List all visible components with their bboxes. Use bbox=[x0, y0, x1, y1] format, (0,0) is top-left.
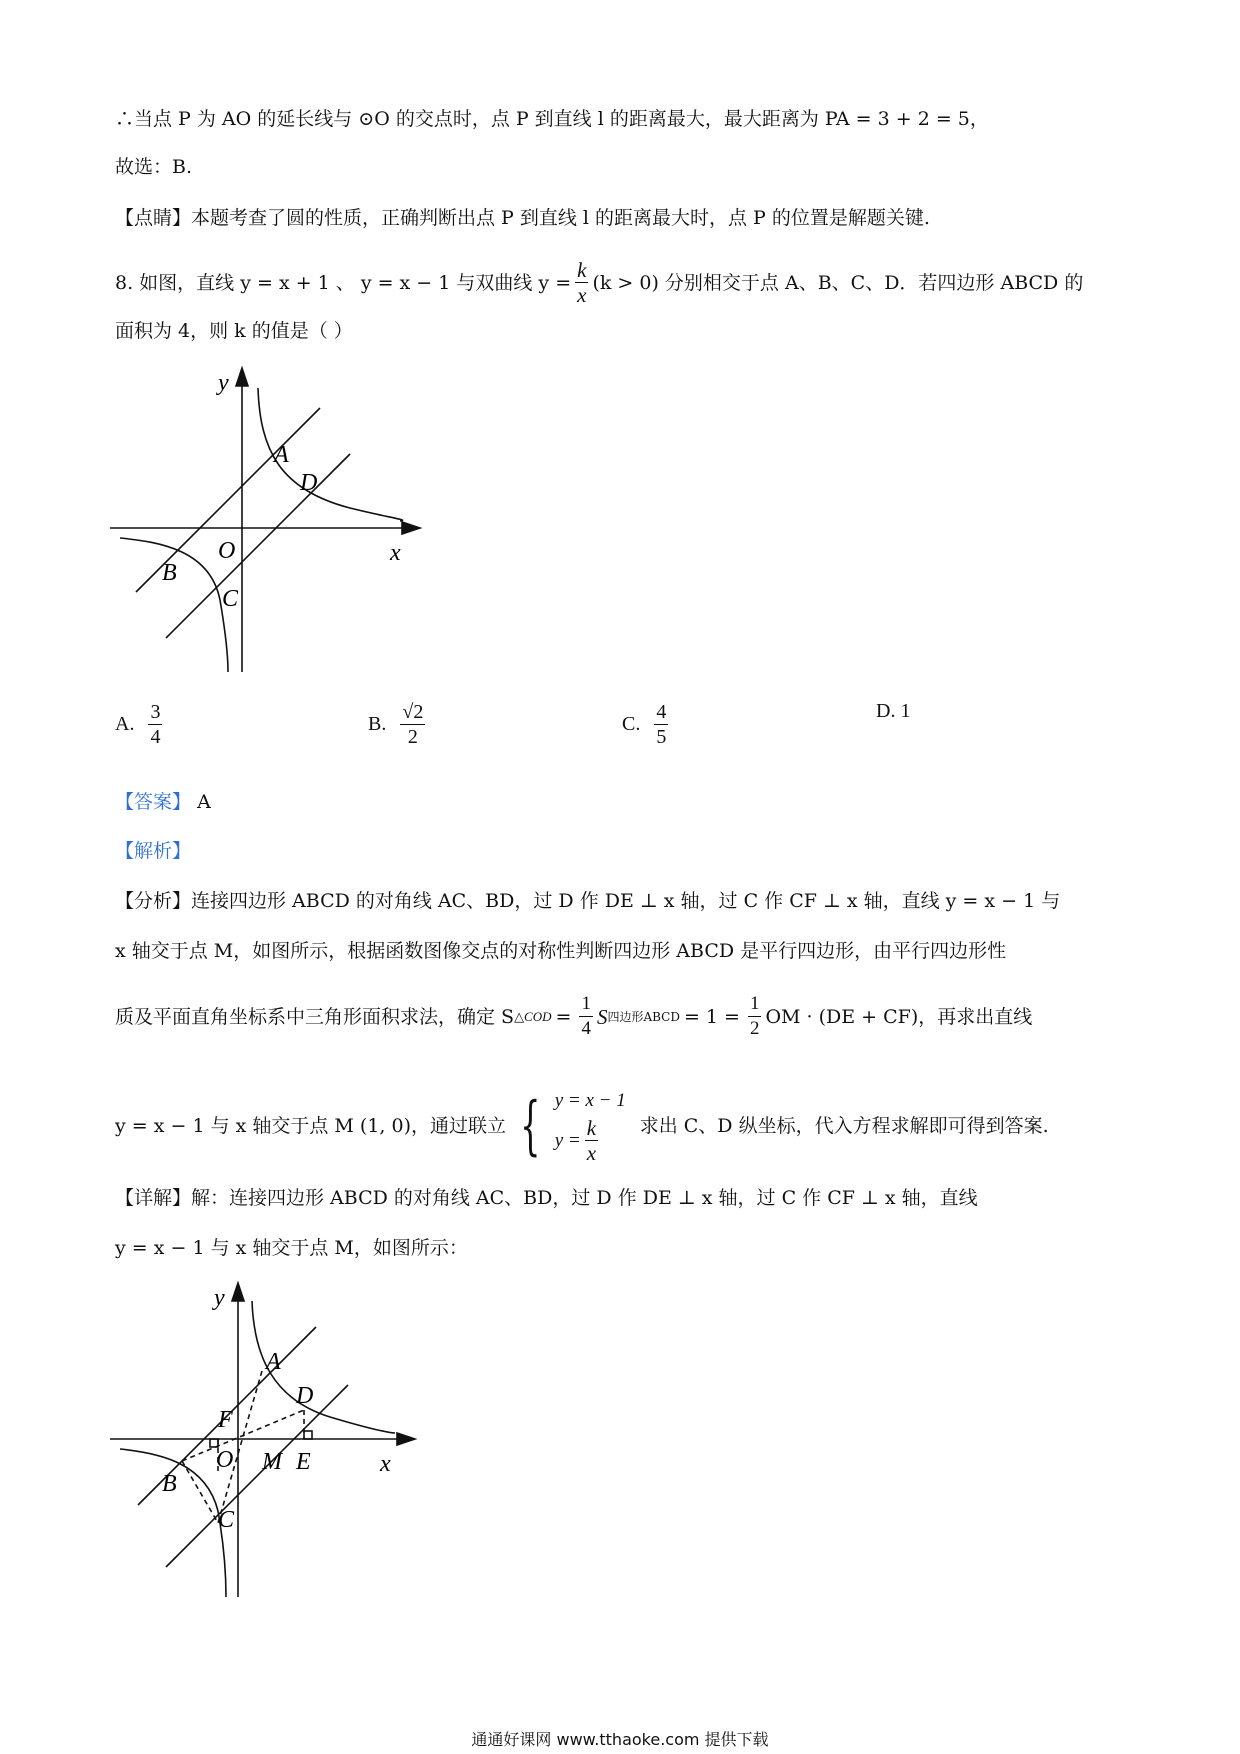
fig2-right-angle-e bbox=[304, 1431, 312, 1439]
fig2-label-f: F bbox=[218, 1407, 233, 1433]
fenxi-line-1: 【分析】连接四边形 ABCD 的对角线 AC、BD，过 D 作 DE ⊥ x 轴，过 C 作 CF ⊥ x 轴，直线 y = x − 1 与 bbox=[115, 890, 1061, 912]
figure-1-hyperbola-diagram bbox=[110, 360, 430, 680]
option-a[interactable] bbox=[115, 700, 166, 749]
system-brace: { bbox=[520, 1088, 541, 1163]
fig2-line-y-eq-x-minus-1 bbox=[166, 1385, 348, 1567]
fenxi-subscript-cod: △COD bbox=[514, 1008, 552, 1024]
fenxi-fraction-quarter bbox=[579, 992, 593, 1041]
fig2-label-e: E bbox=[296, 1449, 311, 1475]
system-eq-2 bbox=[555, 1116, 626, 1165]
system-eq-2-fraction bbox=[585, 1116, 598, 1165]
fig2-label-y: y bbox=[214, 1285, 225, 1311]
fraction-numerator: k bbox=[577, 258, 587, 282]
option-b-fraction bbox=[400, 700, 425, 749]
option-d-label: D. 1 bbox=[876, 700, 911, 722]
fenxi-line-2: x 轴交于点 M，如图所示，根据函数图像交点的对称性判断四边形 ABCD 是平行四边形，由平行四边形性 bbox=[115, 940, 1007, 962]
option-b-denominator: 2 bbox=[407, 726, 418, 748]
quarter-numerator: 1 bbox=[579, 992, 593, 1017]
fig2-label-d: D bbox=[296, 1383, 314, 1409]
option-b-numerator: √2 bbox=[402, 701, 424, 723]
fenxi-equals-1: = bbox=[555, 1005, 572, 1028]
quarter-denominator: 4 bbox=[581, 1018, 591, 1039]
fig1-label-x: x bbox=[390, 540, 401, 566]
fig1-label-c: C bbox=[222, 586, 239, 612]
fig2-label-m: M bbox=[262, 1449, 282, 1475]
hyperbola-branch-3 bbox=[120, 538, 228, 672]
y-axis-arrow-icon bbox=[236, 368, 248, 386]
fig1-label-a: A bbox=[274, 442, 289, 468]
half-numerator: 1 bbox=[748, 992, 762, 1017]
option-a-denominator: 4 bbox=[150, 726, 161, 748]
fenxi-line-4-text-a: y = x − 1 与 x 轴交于点 M (1, 0)，通过联立 bbox=[115, 1114, 506, 1137]
detail-line-1: 【详解】解：连接四边形 ABCD 的对角线 AC、BD，过 D 作 DE ⊥ x 轴，过 C 作 CF ⊥ x 轴，直线 bbox=[115, 1187, 978, 1209]
option-a-fraction bbox=[148, 700, 162, 749]
fenxi-s-symbol: S bbox=[596, 1004, 608, 1029]
system-eq-2-left: y = bbox=[554, 1129, 581, 1151]
footer-source: 通通好课网 www.tthaoke.com 提供下载 bbox=[471, 1730, 769, 1749]
fig1-label-b: B bbox=[162, 560, 177, 586]
option-c-numerator: 4 bbox=[656, 701, 667, 723]
answer-value: A bbox=[197, 791, 211, 813]
fenxi-equals-2: = 1 = bbox=[683, 1005, 740, 1028]
option-b[interactable] bbox=[368, 700, 429, 749]
text-line-3: 【点睛】本题考查了圆的性质，正确判断出点 P 到直线 l 的距离最大时，点 P 的位置是解题关键. bbox=[115, 207, 930, 229]
option-b-label: B. bbox=[368, 713, 387, 735]
fig2-diagonal-bd bbox=[182, 1410, 304, 1461]
question-8-text-b: (k > 0) 分别相交于点 A、B、C、D．若四边形 ABCD 的 bbox=[592, 271, 1084, 294]
figure-2-solution-diagram bbox=[110, 1275, 430, 1605]
fenxi-subscript-abcd: 四边形ABCD bbox=[607, 1009, 680, 1024]
option-c-label: C. bbox=[622, 713, 641, 735]
system-frac-numerator: k bbox=[586, 1116, 597, 1140]
fenxi-line-3 bbox=[115, 992, 1032, 1041]
fenxi-line-3-text-e: OM · (DE + CF)，再求出直线 bbox=[765, 1005, 1033, 1028]
fraction-denominator: x bbox=[577, 283, 587, 307]
fenxi-line-4-text-b: 求出 C、D 纵坐标，代入方程求解即可得到答案. bbox=[639, 1114, 1049, 1137]
fig2-segment-bc bbox=[182, 1461, 218, 1523]
fig2-label-b: B bbox=[162, 1471, 177, 1497]
fig2-label-c: C bbox=[218, 1507, 235, 1533]
fig2-x-axis-arrow-icon bbox=[397, 1433, 415, 1445]
answer-line bbox=[115, 787, 211, 817]
question-8-text-a: 8. 如图，直线 y = x + 1 、 y = x − 1 与双曲线 y = bbox=[115, 271, 572, 294]
system-frac-denominator: x bbox=[586, 1141, 597, 1165]
line-y-eq-x-minus-1 bbox=[166, 454, 350, 638]
system-eq-1: y = x − 1 bbox=[554, 1090, 626, 1111]
fig2-label-a: A bbox=[266, 1349, 281, 1375]
option-a-label: A. bbox=[115, 713, 135, 735]
option-a-numerator: 3 bbox=[150, 701, 161, 723]
option-c-denominator: 5 bbox=[656, 726, 667, 748]
option-d[interactable] bbox=[876, 700, 910, 723]
detail-line-2: y = x − 1 与 x 轴交于点 M，如图所示： bbox=[115, 1237, 468, 1259]
analysis-tag: 【解析】 bbox=[115, 840, 192, 862]
question-8-line-1 bbox=[115, 258, 1083, 307]
x-axis-arrow-icon bbox=[402, 522, 420, 534]
option-c[interactable] bbox=[622, 700, 672, 749]
option-c-fraction bbox=[654, 700, 668, 749]
half-denominator: 2 bbox=[749, 1018, 760, 1039]
text-line-1: ∴当点 P 为 AO 的延长线与 ⊙O 的交点时，点 P 到直线 l 的距离最大，最大距离为 PA = 3 + 2 = 5， bbox=[115, 108, 989, 130]
question-8-fraction bbox=[575, 258, 588, 307]
fig2-y-axis-arrow-icon bbox=[232, 1283, 244, 1301]
question-8-line-2: 面积为 4，则 k 的值是（ ） bbox=[115, 320, 353, 342]
fenxi-line-3-text-a: 质及平面直角坐标系中三角形面积求法，确定 S bbox=[115, 1005, 515, 1028]
fenxi-fraction-half bbox=[748, 992, 762, 1041]
fig1-label-d: D bbox=[300, 470, 318, 496]
fig2-label-o: O bbox=[216, 1447, 234, 1473]
equation-system bbox=[555, 1086, 626, 1165]
answer-tag: 【答案】 bbox=[115, 791, 192, 813]
text-line-2: 故选：B. bbox=[115, 156, 193, 178]
fig2-label-x: x bbox=[380, 1451, 391, 1477]
fenxi-line-4 bbox=[115, 1086, 1049, 1165]
fig1-label-o: O bbox=[218, 538, 236, 564]
fig1-label-y: y bbox=[218, 370, 229, 396]
